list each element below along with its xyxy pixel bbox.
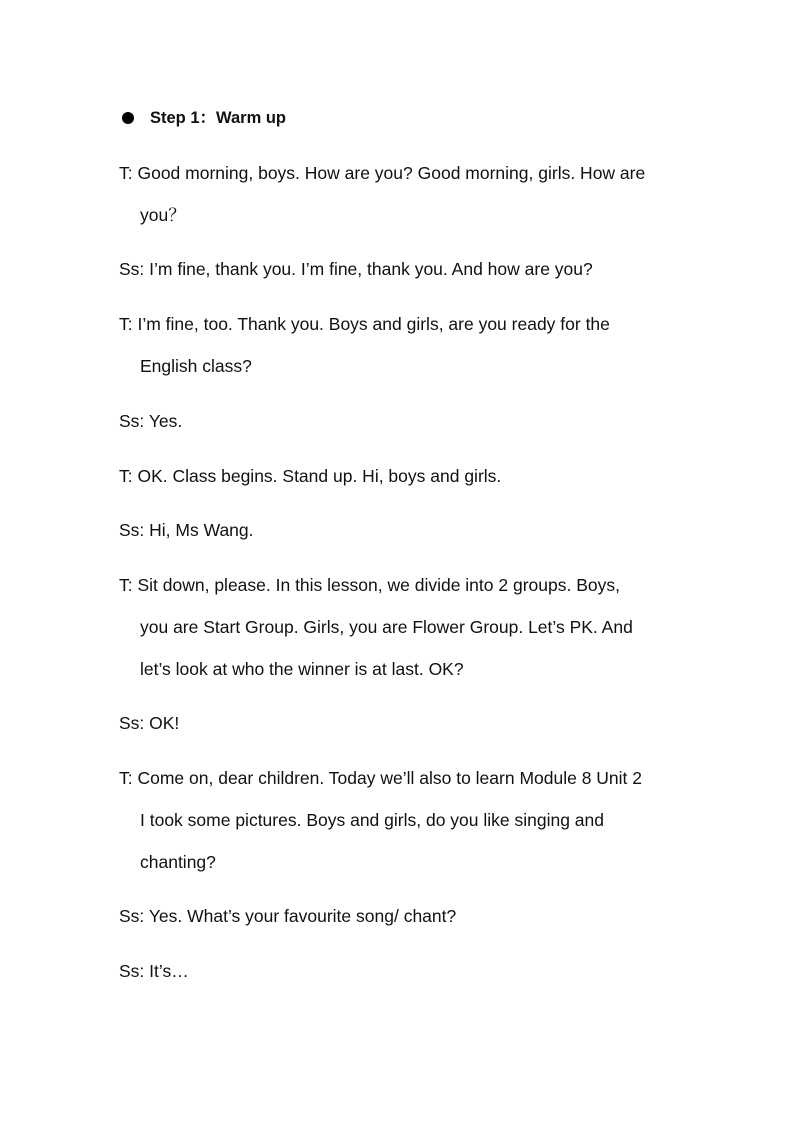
dialogue-line: chanting? xyxy=(140,852,216,872)
dialogue-paragraph xyxy=(119,509,699,551)
dialogue-paragraph xyxy=(119,564,699,690)
dialogue-line: T: I’m fine, too. Thank you. Boys and girls, are you ready for the xyxy=(119,314,610,334)
dialogue-line: English class? xyxy=(140,356,252,376)
dialogue-line: let’s look at who the winner is at last. OK? xyxy=(140,659,464,679)
dialogue-paragraph xyxy=(119,455,699,497)
dialogue-line: Ss: OK! xyxy=(119,713,180,733)
dialogue-line: Ss: Hi, Ms Wang. xyxy=(119,520,254,540)
dialogue-line: you？ xyxy=(140,205,186,225)
dialogue-line: Ss: Yes. What’s your favourite song/ chant? xyxy=(119,906,457,926)
dialogue-paragraph xyxy=(119,400,699,442)
dialogue-paragraph xyxy=(119,248,699,290)
dialogue-line: T: Good morning, boys. How are you? Good morning, girls. How are xyxy=(119,163,646,183)
heading-text: Step 1：Warm up xyxy=(150,109,286,127)
dialogue-paragraph xyxy=(119,152,699,236)
dialogue-line: Ss: It’s… xyxy=(119,961,189,981)
dialogue-line: Ss: I’m fine, thank you. I’m fine, thank you. And how are you? xyxy=(119,259,593,279)
dialogue-paragraph xyxy=(119,303,699,387)
section-heading xyxy=(120,106,286,130)
dialogue-paragraph xyxy=(119,757,699,883)
bullet-icon xyxy=(122,112,134,124)
dialogue-paragraph xyxy=(119,950,699,992)
dialogue-paragraph xyxy=(119,702,699,744)
dialogue-paragraph xyxy=(119,895,699,937)
dialogue-line: T: OK. Class begins. Stand up. Hi, boys and girls. xyxy=(119,466,502,486)
dialogue-line: T: Come on, dear children. Today we’ll also to learn Module 8 Unit 2 xyxy=(119,768,643,788)
dialogue-line: I took some pictures. Boys and girls, do you like singing and xyxy=(140,810,604,830)
dialogue-line: Ss: Yes. xyxy=(119,411,183,431)
dialogue-line: T: Sit down, please. In this lesson, we divide into 2 groups. Boys, xyxy=(119,575,620,595)
dialogue-line: you are Start Group. Girls, you are Flower Group. Let’s PK. And xyxy=(140,617,633,637)
